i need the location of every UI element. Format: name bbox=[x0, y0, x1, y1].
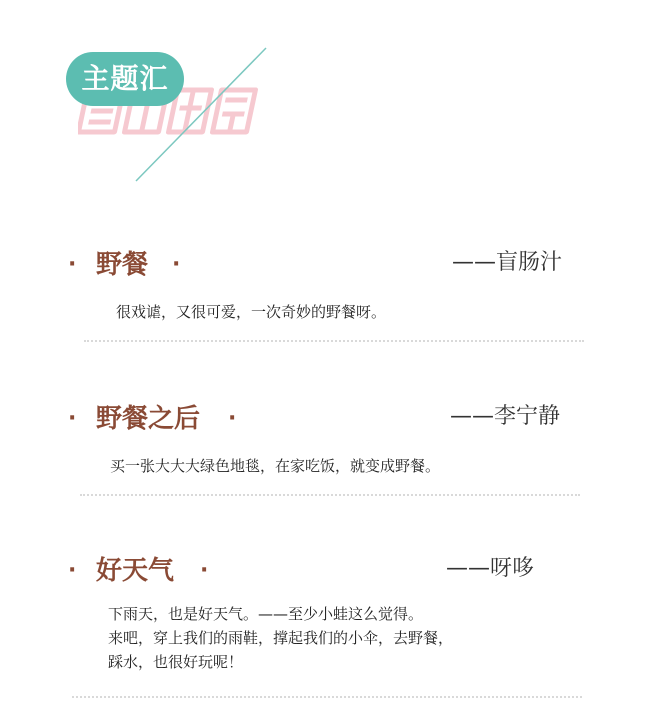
bullet-right: · bbox=[200, 558, 209, 583]
entry-title: 野餐 bbox=[96, 250, 149, 280]
header bbox=[0, 0, 650, 200]
entry-after-picnic bbox=[0, 402, 650, 502]
dotted-divider bbox=[80, 494, 580, 496]
dotted-divider bbox=[84, 340, 584, 342]
body-line: 很戏谑，又很可爱，一次奇妙的野餐呀。 bbox=[116, 303, 387, 321]
entry-body bbox=[108, 602, 453, 674]
bullet-left: · bbox=[68, 558, 77, 583]
body-line: 踩水，也很好玩呢！ bbox=[108, 653, 244, 671]
section-badge: 主题汇 bbox=[66, 52, 184, 106]
bullet-right: · bbox=[228, 406, 237, 431]
entry-picnic bbox=[0, 248, 650, 348]
entry-body bbox=[116, 300, 386, 324]
entry-author: ——盲肠汁 bbox=[452, 250, 563, 275]
bullet-right: · bbox=[172, 252, 181, 277]
body-line: 下雨天，也是好天气。——至少小蛙这么觉得。 bbox=[108, 605, 424, 623]
entry-author: ——呀哆 bbox=[446, 556, 535, 581]
body-line: 买一张大大大绿色地毯，在家吃饭，就变成野餐。 bbox=[110, 457, 441, 475]
entry-good-weather bbox=[0, 554, 650, 694]
entry-author: ——李宁静 bbox=[450, 404, 561, 429]
entry-body bbox=[110, 454, 440, 478]
entry-title: 野餐之后 bbox=[96, 404, 201, 434]
entry-title: 好天气 bbox=[96, 556, 175, 586]
bullet-left: · bbox=[68, 406, 77, 431]
body-line: 来吧，穿上我们的雨鞋，撑起我们的小伞，去野餐， bbox=[108, 629, 454, 647]
bullet-left: · bbox=[68, 252, 77, 277]
dotted-divider bbox=[72, 696, 582, 698]
